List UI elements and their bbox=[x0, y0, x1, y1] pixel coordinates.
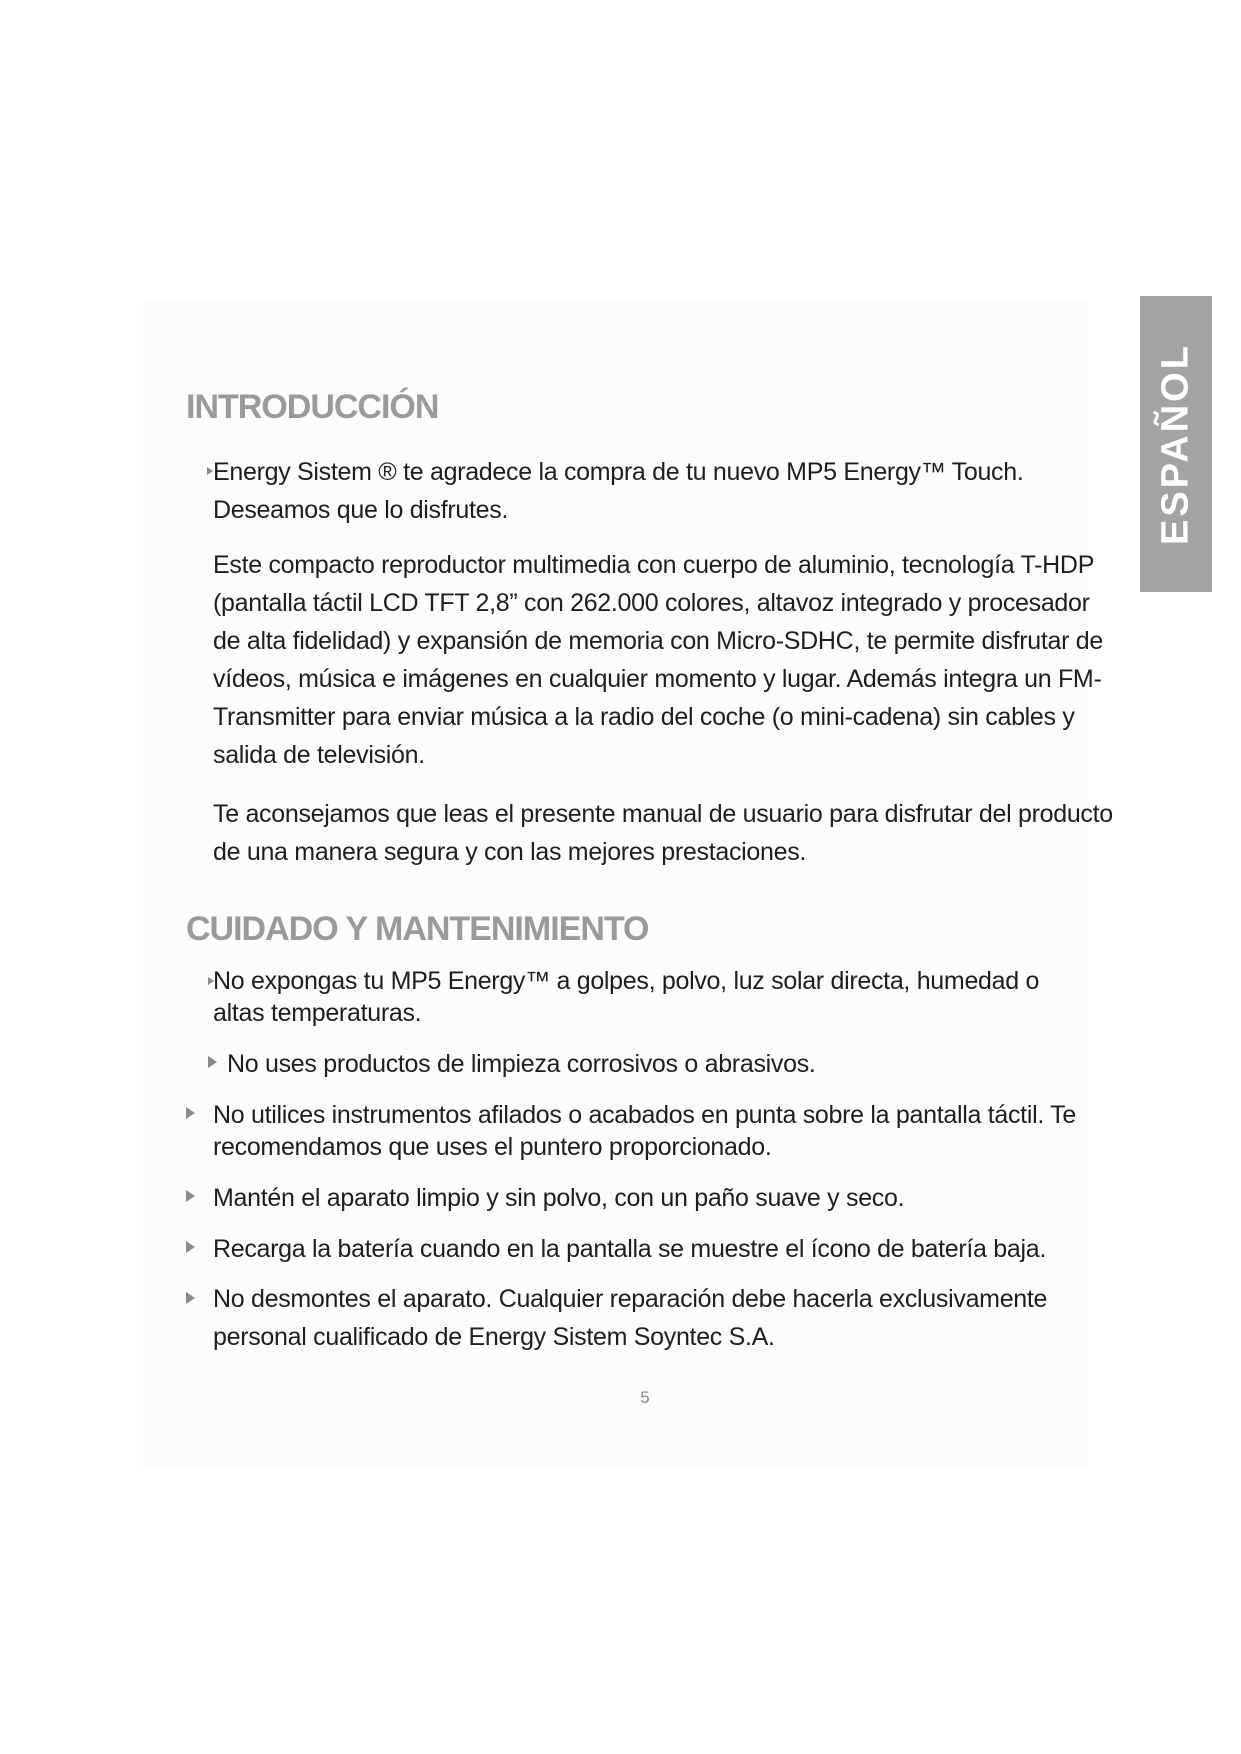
care-item-text: Recarga la batería cuando en la pantalla se muestre el ícono de batería baja. bbox=[213, 1235, 1047, 1263]
care-item-text: No uses productos de limpieza corrosivos o abrasivos. bbox=[227, 1050, 816, 1078]
care-item-text: No utilices instrumentos afilados o acabados en punta sobre la pantalla táctil. Te recomendamos que uses el puntero proporcionado. bbox=[213, 1101, 1076, 1161]
intro-paragraph-3: Te aconsejamos que leas el presente manual de usuario para disfrutar del producto de una manera segura y con las mejores prestaciones. bbox=[213, 800, 1113, 866]
page-number: 5 bbox=[640, 1388, 650, 1407]
care-item-text: No desmontes el aparato. Cualquier reparación debe hacerla exclusivamente personal cualificado de Energy Sistem Soyntec S.A. bbox=[213, 1285, 1048, 1351]
intro-paragraph-2: Este compacto reproductor multimedia con cuerpo de aluminio, tecnología T-HDP (pantalla táctil LCD TFT 2,8” con 262.000 colores, altavoz integrado y procesador de alta fidelidad) y expansión de memoria con Micro-SDHC, te permite disfrutar de vídeos, música e imágenes en cualquier momento y lugar. Además integra un FM-Transmitter para enviar música a la radio del coche (o mini-cadena) sin cables y salida de televisión. bbox=[213, 551, 1103, 769]
intro-heading: INTRODUCCIÓN bbox=[186, 388, 439, 426]
care-item-text: No expongas tu MP5 Energy™ a golpes, polvo, luz solar directa, humedad o altas temperaturas. bbox=[213, 967, 1040, 1027]
bullet-arrow-icon bbox=[186, 1241, 195, 1253]
language-tab bbox=[1140, 296, 1212, 592]
intro-paragraph-1: Energy Sistem ® te agradece la compra de tu nuevo MP5 Energy™ Touch. Deseamos que lo disfrutes. bbox=[213, 458, 1024, 524]
bullet-arrow-icon bbox=[186, 1292, 195, 1304]
bullet-arrow-icon bbox=[186, 1190, 195, 1202]
bullet-arrow-icon bbox=[208, 1056, 217, 1068]
language-tab-label: ESPAÑOL bbox=[1154, 343, 1197, 545]
care-heading: CUIDADO Y MANTENIMIENTO bbox=[186, 910, 649, 948]
bullet-arrow-icon bbox=[186, 1107, 195, 1119]
care-item-text: Mantén el aparato limpio y sin polvo, con un paño suave y seco. bbox=[213, 1184, 905, 1212]
